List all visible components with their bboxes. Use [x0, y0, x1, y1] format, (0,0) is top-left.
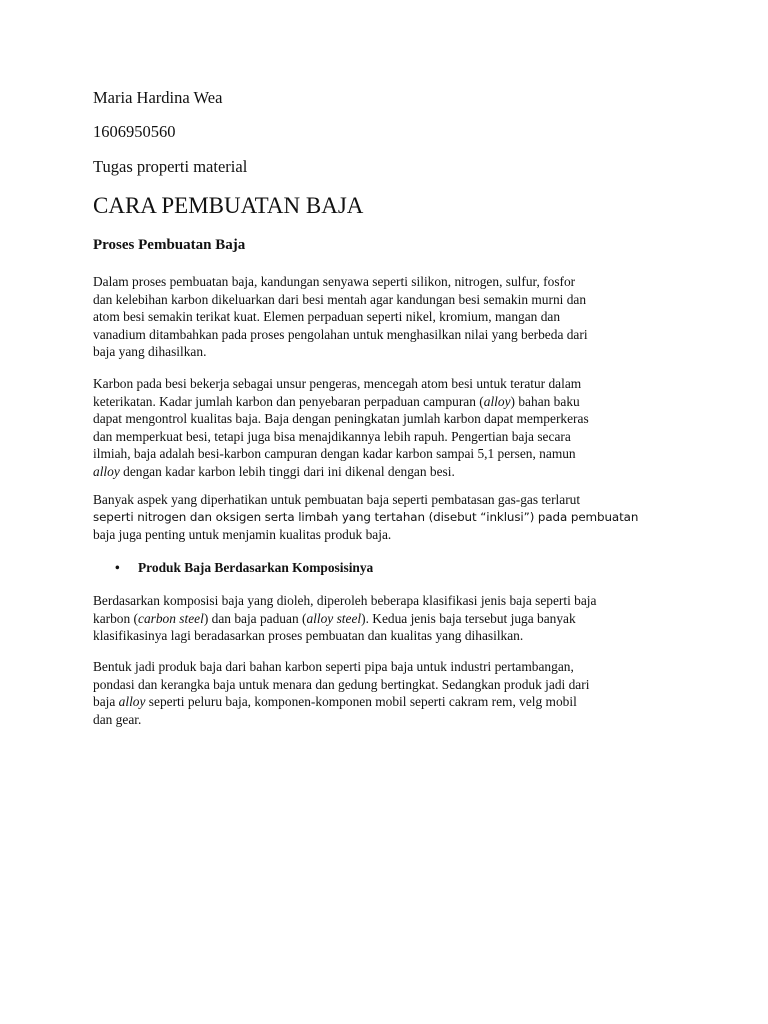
text-line: dan gear. — [93, 711, 142, 727]
italic-term: alloy — [118, 694, 146, 710]
italic-term: alloy steel — [306, 610, 362, 626]
text-line — [93, 693, 683, 711]
paragraph-composition — [93, 592, 683, 645]
text-line: Banyak aspek yang diperhatikan untuk pembuatan baja seperti pembatasan gas-gas terlarut — [93, 492, 581, 507]
page-title: CARA PEMBUATAN BAJA — [93, 193, 364, 218]
paragraph-aspects — [93, 491, 683, 544]
text-line: Berdasarkan komposisi baja yang dioleh, diperoleh beberapa klasifikasi jenis baja seperti baja — [93, 593, 597, 608]
text-line — [93, 393, 683, 411]
text-run: ) bahan baku — [510, 393, 580, 409]
text-run: keterikatan. Kadar jumlah karbon dan penyebaran perpaduan campuran ( — [93, 393, 484, 409]
text-run: ) dan baja paduan ( — [203, 610, 307, 626]
text-line: dapat mengontrol kualitas baja. Baja dengan peningkatan jumlah karbon dapat memperkeras — [93, 411, 589, 427]
text-line: dan kelebihan karbon dikeluarkan dari besi mentah agar kandungan besi semakin murni dan — [93, 291, 587, 307]
text-line: seperti nitrogen dan oksigen serta limbah yang tertahan (disebut “inklusi”) pada pembuatan — [93, 509, 639, 524]
italic-term: alloy — [93, 463, 120, 479]
bullet-icon: • — [115, 560, 120, 575]
text-line: Dalam proses pembuatan baja, kandungan senyawa seperti silikon, nitrogen, sulfur, fosfor — [93, 274, 576, 289]
text-run: karbon ( — [93, 610, 138, 626]
italic-term: carbon steel — [138, 610, 204, 626]
text-run: dengan kadar karbon lebih tinggi dari ini dikenal dengan besi. — [119, 463, 455, 479]
text-line: klasifikasinya lagi beradasarkan proses pembuatan dan kualitas yang dihasilkan. — [93, 628, 524, 644]
bullet-item — [115, 559, 373, 577]
text-line: atom besi semakin terikat kuat. Elemen perpaduan seperti nikel, kromium, mangan dan — [93, 309, 561, 325]
text-line: baja juga penting untuk menjamin kualitas produk baja. — [93, 527, 392, 543]
text-line: Bentuk jadi produk baja dari bahan karbon seperti pipa baja untuk industri pertambangan, — [93, 659, 574, 674]
text-line: Karbon pada besi bekerja sebagai unsur pengeras, mencegah atom besi untuk teratur dalam — [93, 376, 582, 391]
paragraph-carbon — [93, 375, 683, 481]
text-line: pondasi dan kerangka baja untuk menara dan gedung bertingkat. Sedangkan produk jadi dari — [93, 676, 590, 692]
text-run: seperti peluru baja, komponen-komponen mobil seperti cakram rem, velg mobil — [145, 694, 577, 710]
text-line: vanadium ditambahkan pada proses pengolahan untuk menghasilkan nilai yang berbeda dari — [93, 326, 588, 342]
paragraph-products — [93, 658, 683, 728]
italic-term: alloy — [483, 393, 511, 409]
bullet-label: Produk Baja Berdasarkan Komposisinya — [138, 560, 374, 575]
student-id: 1606950560 — [93, 122, 176, 141]
text-run: ). Kedua jenis baja tersebut juga banyak — [361, 610, 576, 626]
assignment-label: Tugas properti material — [93, 157, 248, 176]
text-line: baja yang dihasilkan. — [93, 344, 207, 360]
text-line: ilmiah, baja adalah besi-karbon campuran dengan kadar karbon sampai 5,1 persen, namun — [93, 446, 576, 462]
text-line — [93, 463, 683, 481]
author-name: Maria Hardina Wea — [93, 88, 223, 107]
text-line: dan memperkuat besi, tetapi juga bisa menajdikannya lebih rapuh. Pengertian baja secara — [93, 428, 571, 444]
text-run: baja — [93, 694, 119, 710]
paragraph-intro — [93, 273, 683, 361]
text-line — [93, 610, 683, 628]
section-heading: Proses Pembuatan Baja — [93, 237, 246, 253]
